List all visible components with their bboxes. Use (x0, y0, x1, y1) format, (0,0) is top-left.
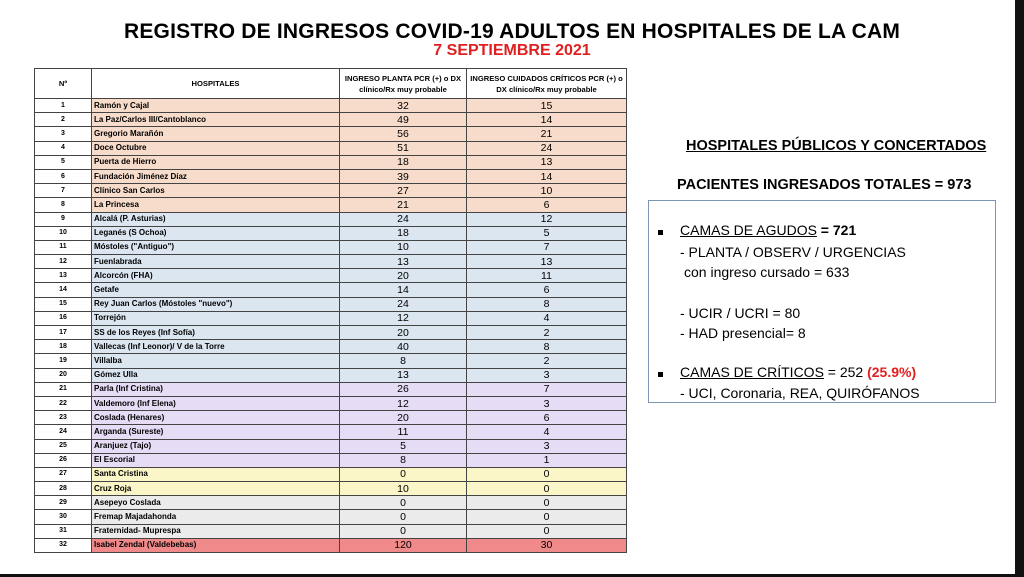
summary-heading: HOSPITALES PÚBLICOS Y CONCERTADOS (686, 138, 987, 154)
row-number: 7 (35, 184, 92, 198)
hospital-name: Arganda (Sureste) (92, 425, 340, 439)
criticos-value: 0 (467, 482, 627, 496)
criticos-value: 3 (467, 368, 627, 382)
table-row (35, 453, 627, 467)
criticos-value: 15 (467, 99, 627, 113)
hospital-name: Ramón y Cajal (92, 99, 340, 113)
row-number: 14 (35, 283, 92, 297)
criticos-value: 5 (467, 226, 627, 240)
criticos-value: 21 (467, 127, 627, 141)
planta-value: 26 (340, 382, 467, 396)
criticos-value: 7 (467, 382, 627, 396)
table-row (35, 269, 627, 283)
table-row (35, 141, 627, 155)
criticos-value: 8 (467, 297, 627, 311)
row-number: 19 (35, 354, 92, 368)
col-header-hospital: HOSPITALES (92, 69, 340, 99)
table-row (35, 382, 627, 396)
hospital-name: Gómez Ulla (92, 368, 340, 382)
hospital-name: Clínico San Carlos (92, 184, 340, 198)
hospital-name: Villalba (92, 354, 340, 368)
table-row (35, 524, 627, 538)
criticos-value: 1 (467, 453, 627, 467)
planta-value: 24 (340, 212, 467, 226)
page-title: REGISTRO DE INGRESOS COVID-19 ADULTOS EN HOSPITALES DE LA CAM (123, 20, 901, 43)
planta-value: 10 (340, 482, 467, 496)
row-number: 10 (35, 226, 92, 240)
ucir-line: - UCIR / UCRI = 80 (680, 305, 801, 321)
planta-value: 13 (340, 255, 467, 269)
bullet-icon (658, 230, 663, 235)
hospital-name: SS de los Reyes (Inf Sofía) (92, 326, 340, 340)
criticos-value: 14 (467, 169, 627, 183)
table-row (35, 127, 627, 141)
row-number: 5 (35, 155, 92, 169)
criticos-value: 2 (467, 326, 627, 340)
planta-value: 18 (340, 226, 467, 240)
table-row (35, 396, 627, 410)
table-row (35, 113, 627, 127)
planta-value: 0 (340, 467, 467, 481)
hospital-name: Parla (Inf Cristina) (92, 382, 340, 396)
hospital-name: Fundación Jiménez Díaz (92, 169, 340, 183)
criticos-value: 13 (467, 255, 627, 269)
planta-value: 5 (340, 439, 467, 453)
planta-value: 10 (340, 240, 467, 254)
table-row (35, 212, 627, 226)
criticos-value: 2 (467, 354, 627, 368)
table-row (35, 297, 627, 311)
row-number: 28 (35, 482, 92, 496)
criticos-value: 0 (467, 496, 627, 510)
planta-value: 24 (340, 297, 467, 311)
table-row (35, 354, 627, 368)
criticos-percentage: (25.9%) (867, 364, 917, 380)
planta-value: 20 (340, 326, 467, 340)
table-row (35, 240, 627, 254)
row-number: 2 (35, 113, 92, 127)
row-number: 31 (35, 524, 92, 538)
criticos-value: 24 (467, 141, 627, 155)
criticos-value: 6 (467, 283, 627, 297)
table-row (35, 169, 627, 183)
criticos-value: 12 (467, 212, 627, 226)
planta-value: 14 (340, 283, 467, 297)
criticos-value: 6 (467, 411, 627, 425)
criticos-value: 7 (467, 240, 627, 254)
table-row (35, 311, 627, 325)
table-row (35, 198, 627, 212)
hospital-name: Leganés (S Ochoa) (92, 226, 340, 240)
row-number: 24 (35, 425, 92, 439)
planta-value: 20 (340, 411, 467, 425)
table-row (35, 467, 627, 481)
hospital-name: La Paz/Carlos III/Cantoblanco (92, 113, 340, 127)
hospital-name: Asepeyo Coslada (92, 496, 340, 510)
row-number: 8 (35, 198, 92, 212)
hospital-name: Fremap Majadahonda (92, 510, 340, 524)
row-number: 27 (35, 467, 92, 481)
planta-value: 21 (340, 198, 467, 212)
table-row (35, 184, 627, 198)
row-number: 20 (35, 368, 92, 382)
planta-value: 27 (340, 184, 467, 198)
criticos-value: 3 (467, 396, 627, 410)
table-row (35, 326, 627, 340)
hospital-name: Valdemoro (Inf Elena) (92, 396, 340, 410)
criticos-value: 11 (467, 269, 627, 283)
row-number: 4 (35, 141, 92, 155)
criticos-value: 4 (467, 311, 627, 325)
table-row (35, 411, 627, 425)
planta-detail: con ingreso cursado = 633 (684, 264, 850, 280)
table-row (35, 425, 627, 439)
row-number: 26 (35, 453, 92, 467)
summary-box (648, 200, 996, 403)
planta-value: 12 (340, 311, 467, 325)
hospital-name: Aranjuez (Tajo) (92, 439, 340, 453)
planta-value: 32 (340, 99, 467, 113)
table-row (35, 255, 627, 269)
row-number: 18 (35, 340, 92, 354)
hospital-name: Alcorcón (FHA) (92, 269, 340, 283)
window-frame-right (1015, 0, 1024, 577)
criticos-value: 14 (467, 113, 627, 127)
planta-value: 39 (340, 169, 467, 183)
planta-value: 120 (340, 538, 467, 552)
agudos-value: = 721 (816, 222, 857, 238)
planta-value: 18 (340, 155, 467, 169)
table-body (35, 99, 627, 553)
criticos-value: 3 (467, 439, 627, 453)
row-number: 9 (35, 212, 92, 226)
row-number: 16 (35, 311, 92, 325)
hospital-name: Móstoles ("Antiguo") (92, 240, 340, 254)
planta-value: 0 (340, 510, 467, 524)
hospital-name: Getafe (92, 283, 340, 297)
row-number: 21 (35, 382, 92, 396)
criticos-value: 4 (467, 425, 627, 439)
planta-value: 49 (340, 113, 467, 127)
hospital-table (34, 68, 627, 553)
criticos-value: 0 (467, 467, 627, 481)
hospital-name: Doce Octubre (92, 141, 340, 155)
planta-value: 12 (340, 396, 467, 410)
planta-value: 13 (340, 368, 467, 382)
row-number: 12 (35, 255, 92, 269)
table-row (35, 538, 627, 552)
planta-value: 51 (340, 141, 467, 155)
agudos-label: CAMAS DE AGUDOS (680, 222, 817, 238)
row-number: 25 (35, 439, 92, 453)
table-row (35, 340, 627, 354)
table-row (35, 368, 627, 382)
total-patients: PACIENTES INGRESADOS TOTALES = 973 (677, 177, 972, 193)
criticos-value: 0 (467, 510, 627, 524)
col-header-criticos: INGRESO CUIDADOS CRÍTICOS PCR (+) o DX clínico/Rx muy probable (467, 69, 627, 99)
criticos-value: 0 (467, 524, 627, 538)
hospital-name: Fraternidad- Muprespa (92, 524, 340, 538)
planta-value: 0 (340, 524, 467, 538)
hospital-name: La Princesa (92, 198, 340, 212)
row-number: 15 (35, 297, 92, 311)
planta-value: 0 (340, 496, 467, 510)
table-row (35, 99, 627, 113)
row-number: 29 (35, 496, 92, 510)
had-line: - HAD presencial= 8 (680, 325, 806, 341)
report-date: 7 SEPTIEMBRE 2021 (433, 42, 591, 59)
criticos-value: 30 (467, 538, 627, 552)
planta-value: 56 (340, 127, 467, 141)
criticos-value: 10 (467, 184, 627, 198)
planta-value: 40 (340, 340, 467, 354)
table-row (35, 283, 627, 297)
row-number: 1 (35, 99, 92, 113)
criticos-line (680, 364, 916, 380)
row-number: 11 (35, 240, 92, 254)
hospital-name: Rey Juan Carlos (Móstoles "nuevo") (92, 297, 340, 311)
criticos-value: = 252 (823, 364, 868, 380)
hospital-name: Gregorio Marañón (92, 127, 340, 141)
table-row (35, 482, 627, 496)
table-header-row (35, 69, 627, 99)
row-number: 17 (35, 326, 92, 340)
table-row (35, 155, 627, 169)
hospital-name: Alcalá (P. Asturias) (92, 212, 340, 226)
planta-value: 11 (340, 425, 467, 439)
row-number: 6 (35, 169, 92, 183)
row-number: 22 (35, 396, 92, 410)
criticos-value: 13 (467, 155, 627, 169)
row-number: 23 (35, 411, 92, 425)
criticos-value: 6 (467, 198, 627, 212)
table-row (35, 510, 627, 524)
bullet-icon (658, 372, 663, 377)
col-header-number: Nº (35, 69, 92, 99)
table-row (35, 439, 627, 453)
agudos-line (680, 222, 856, 238)
hospital-name: Puerta de Hierro (92, 155, 340, 169)
planta-value: 8 (340, 453, 467, 467)
table-row (35, 496, 627, 510)
table-row (35, 226, 627, 240)
planta-value: 20 (340, 269, 467, 283)
hospital-name: Cruz Roja (92, 482, 340, 496)
hospital-name: Isabel Zendal (Valdebebas) (92, 538, 340, 552)
col-header-planta: INGRESO PLANTA PCR (+) o DX clínico/Rx muy probable (340, 69, 467, 99)
hospital-name: El Escorial (92, 453, 340, 467)
row-number: 13 (35, 269, 92, 283)
hospital-name: Coslada (Henares) (92, 411, 340, 425)
criticos-label: CAMAS DE CRÍTICOS (680, 364, 824, 380)
hospital-name: Torrejón (92, 311, 340, 325)
planta-line: - PLANTA / OBSERV / URGENCIAS (680, 244, 906, 260)
row-number: 32 (35, 538, 92, 552)
hospital-name: Vallecas (Inf Leonor)/ V de la Torre (92, 340, 340, 354)
hospital-name: Santa Cristina (92, 467, 340, 481)
row-number: 3 (35, 127, 92, 141)
hospital-name: Fuenlabrada (92, 255, 340, 269)
criticos-value: 8 (467, 340, 627, 354)
criticos-detail: - UCI, Coronaria, REA, QUIRÓFANOS (680, 385, 920, 401)
row-number: 30 (35, 510, 92, 524)
planta-value: 8 (340, 354, 467, 368)
